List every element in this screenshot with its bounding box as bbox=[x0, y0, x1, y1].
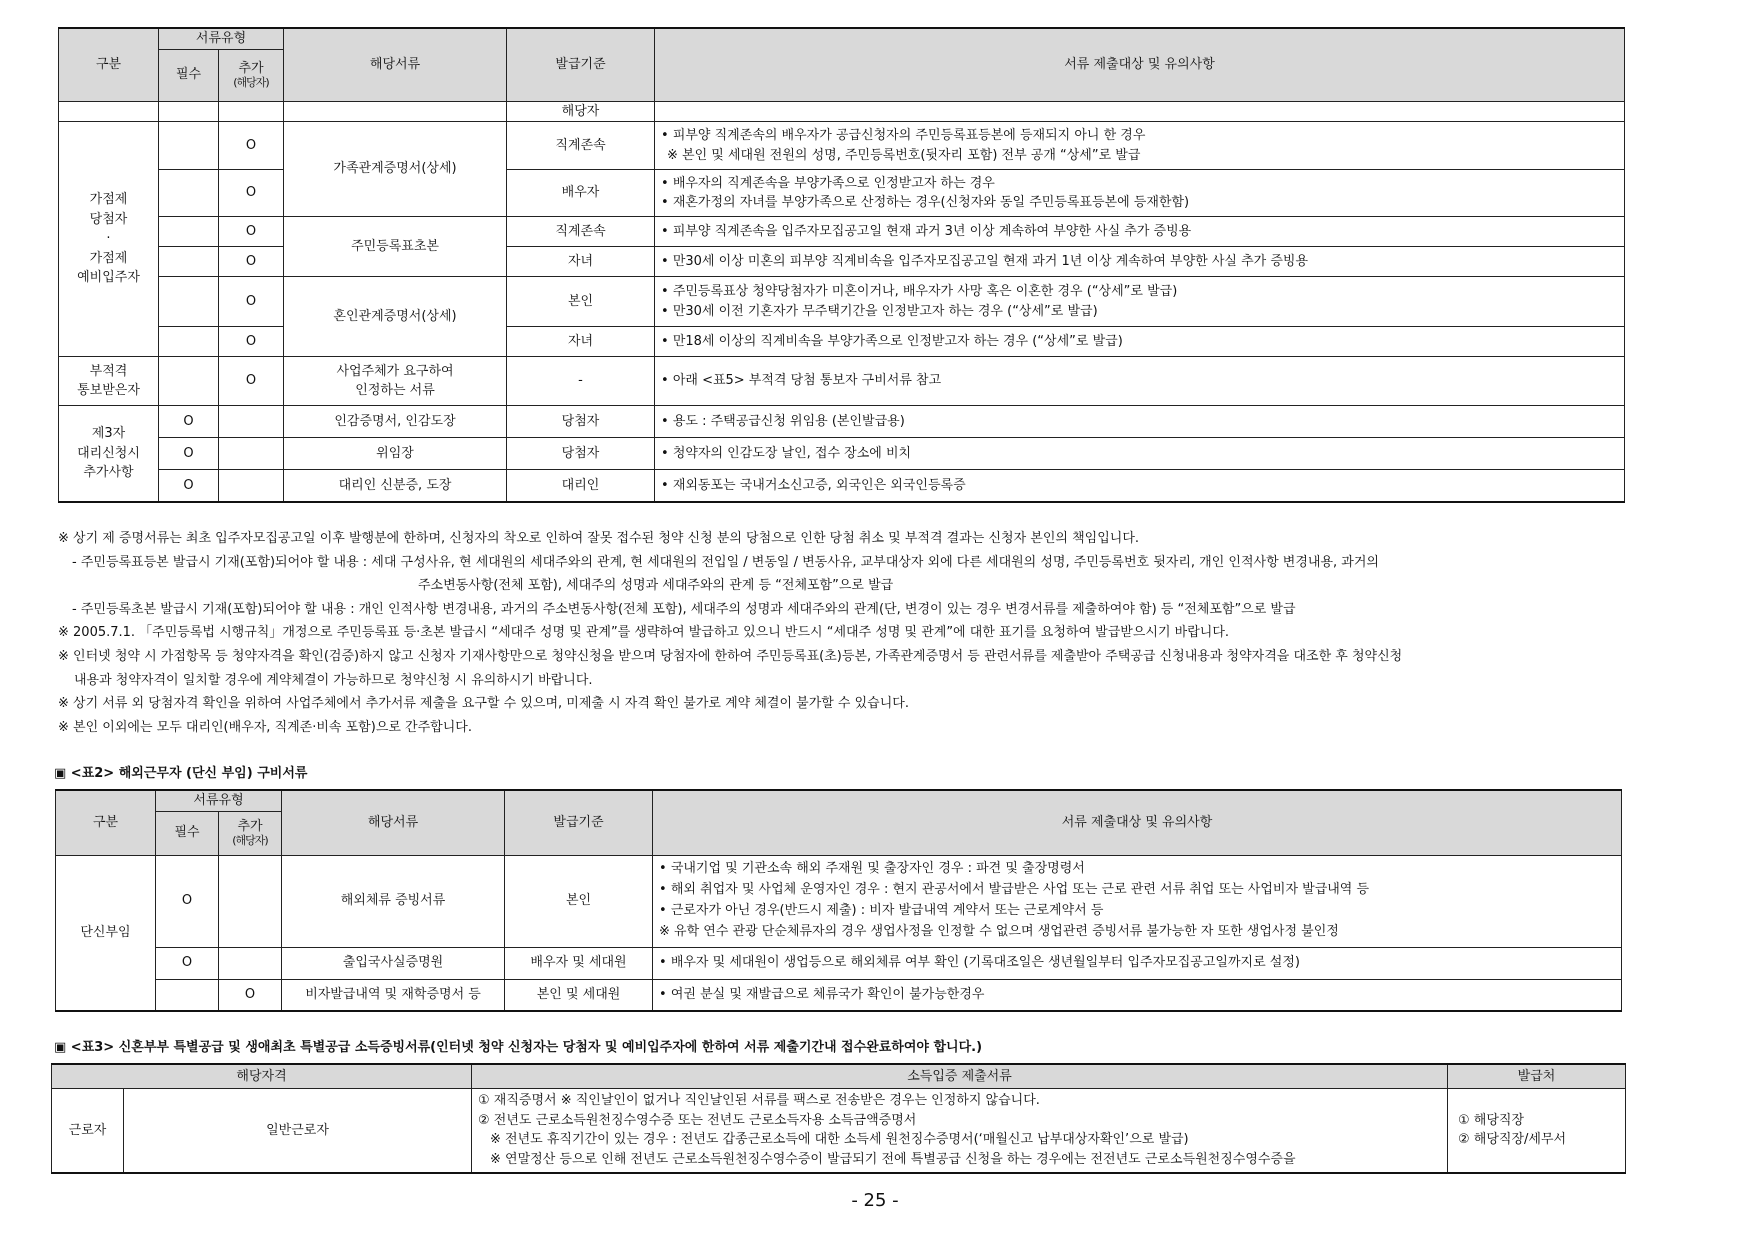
required-mark: O bbox=[159, 470, 219, 502]
note-cell: • 재외동포는 국내거소신고증, 외국인은 외국인등록증 bbox=[655, 470, 1625, 502]
subcategory-cell: 일반근로자 bbox=[124, 1088, 472, 1173]
additional-mark bbox=[219, 855, 282, 947]
ineligible-label: 부적격 통보받은자 bbox=[59, 357, 159, 406]
issue-basis: 배우자 bbox=[507, 170, 655, 217]
document-name: 주민등록표초본 bbox=[284, 217, 507, 277]
header-required: 필수 bbox=[159, 49, 219, 101]
header-notes: 서류 제출대상 및 유의사항 bbox=[653, 790, 1622, 855]
header-additional: 추가 (해당자) bbox=[219, 811, 282, 855]
header-income-docs: 소득입증 제출서류 bbox=[472, 1064, 1448, 1088]
document-name: 비자발급내역 및 재학증명서 등 bbox=[282, 979, 505, 1011]
table2-overseas-documents bbox=[55, 789, 1622, 1012]
note-line: ※ 상기 제 증명서류는 최초 입주자모집공고일 이후 발행분에 한하며, 신청자의 착오로 인하여 잘못 접수된 청약 신청 분의 당첨으로 인한 당첨 취소 및 부적격 결과는 신청자 본인의 책임입니다. bbox=[58, 531, 1140, 546]
page-number: - 25 - bbox=[851, 1190, 899, 1211]
note-line: ※ 상기 서류 외 당첨자격 확인을 위하여 사업주체에서 추가서류 제출을 요구할 수 있으며, 미제출 시 자격 확인 불가로 계약 체결이 불가할 수 있습니다. bbox=[58, 696, 909, 712]
carry-basis: 해당자 bbox=[507, 101, 655, 122]
table-row bbox=[59, 101, 1625, 122]
note-cell: • 배우자의 직계존속을 부양가족으로 인정받고자 하는 경우 • 재혼가정의 자녀를 부양가족으로 산정하는 경우(신청자와 동일 주민등록표등본에 등재한함) bbox=[655, 170, 1625, 217]
note-cell: • 여권 분실 및 재발급으로 체류국가 확인이 불가능한경우 bbox=[653, 979, 1622, 1011]
issue-basis: 본인 및 세대원 bbox=[505, 979, 653, 1011]
table-row bbox=[59, 217, 1625, 247]
document-name: 인감증명서, 인감도장 bbox=[284, 406, 507, 438]
header-category: 구분 bbox=[56, 790, 156, 855]
note-cell: • 청약자의 인감도장 날인, 접수 장소에 비치 bbox=[655, 438, 1625, 470]
table-row bbox=[59, 357, 1625, 406]
table-row bbox=[52, 1088, 1626, 1173]
header-issue-basis: 발급기준 bbox=[505, 790, 653, 855]
required-mark: O bbox=[156, 947, 219, 979]
note-cell: • 피부양 직계존속을 입주자모집공고일 현재 과거 3년 이상 계속하여 부양한 사실 추가 증빙용 bbox=[655, 217, 1625, 247]
note-cell: • 배우자 및 세대원이 생업등으로 해외체류 여부 확인 (기록대조일은 생년월일부터 입주자모집공고일까지로 설정) bbox=[653, 947, 1622, 979]
issue-basis: 당첨자 bbox=[507, 406, 655, 438]
table1-required-documents bbox=[58, 27, 1625, 503]
required-mark: O bbox=[156, 855, 219, 947]
additional-mark: O bbox=[219, 247, 284, 277]
note-cell: • 피부양 직계존속의 배우자가 공급신청자의 주민등록표등본에 등재되지 아니 한 경우 ※ 본인 및 세대원 전원의 성명, 주민등록번호(뒷자리 포함) 전부 공개 “상세”로 발급 bbox=[655, 122, 1625, 170]
header-notes: 서류 제출대상 및 유의사항 bbox=[655, 28, 1625, 101]
table-row bbox=[59, 438, 1625, 470]
header-document: 해당서류 bbox=[282, 790, 505, 855]
issue-basis: - bbox=[507, 357, 655, 406]
note-cell: • 만18세 이상의 직계비속을 부양가족으로 인정받고자 하는 경우 (“상세”로 발급) bbox=[655, 327, 1625, 357]
document-name: 출입국사실증명원 bbox=[282, 947, 505, 979]
note-line: 내용과 청약자격이 일치할 경우에 계약체결이 가능하므로 청약신청 시 유의하시기 바랍니다. bbox=[74, 672, 593, 688]
issue-basis: 직계존속 bbox=[507, 217, 655, 247]
table-row bbox=[59, 122, 1625, 170]
document-name: 위임장 bbox=[284, 438, 507, 470]
required-mark: O bbox=[159, 438, 219, 470]
additional-mark: O bbox=[219, 357, 284, 406]
additional-mark: O bbox=[219, 217, 284, 247]
table3-income-documents bbox=[51, 1063, 1626, 1174]
header-document: 해당서류 bbox=[284, 28, 507, 101]
category-cell: 근로자 bbox=[52, 1088, 124, 1173]
additional-mark: O bbox=[219, 979, 282, 1011]
issue-basis: 자녀 bbox=[507, 327, 655, 357]
additional-mark: O bbox=[219, 170, 284, 217]
table-row bbox=[56, 979, 1622, 1011]
issue-basis: 당첨자 bbox=[507, 438, 655, 470]
issue-basis: 배우자 및 세대원 bbox=[505, 947, 653, 979]
note-cell: • 만30세 이상 미혼의 피부양 직계비속을 입주자모집공고일 현재 과거 1년 이상 계속하여 부양한 사실 추가 증빙용 bbox=[655, 247, 1625, 277]
additional-mark bbox=[219, 947, 282, 979]
category-cell: 단신부임 bbox=[56, 855, 156, 1011]
note-cell: • 국내기업 및 기관소속 해외 주재원 및 출장자인 경우 : 파견 및 출장명령서 • 해외 취업자 및 사업체 운영자인 경우 : 현지 관공서에서 발급받은 사업 또는 근로 관련 서류 취업 또는 사업비자 발급내역 등 • 근로자가 아닌 경우(반드시 제출) : 비자 발급내역 계약서 또는 근로계약서 등 ※ 유학 연수 관광 단순체류자의 경우 생업사정을 인정할 수 없으며 생업관련 증빙서류 불가능한 자 또한 생업사정 불인정 bbox=[653, 855, 1622, 947]
issue-basis: 본인 bbox=[505, 855, 653, 947]
required-mark bbox=[156, 979, 219, 1011]
note-line: - 주민등록초본 발급시 기재(포함)되어야 할 내용 : 개인 인적사항 변경내용, 과거의 주소변동사항(전체 포함), 세대주의 성명과 세대주와의 관계(단, 변경이 있는 경우 변경서류를 제출하여야 함) 등 “전체포함”으로 발급 bbox=[72, 601, 1296, 617]
notes-block bbox=[58, 527, 1618, 739]
document-name: 해외체류 증빙서류 bbox=[282, 855, 505, 947]
note-cell: • 아래 <표5> 부적격 당첨 통보자 구비서류 참고 bbox=[655, 357, 1625, 406]
issue-basis: 자녀 bbox=[507, 247, 655, 277]
document-name: 대리인 신분증, 도장 bbox=[284, 470, 507, 502]
required-mark: O bbox=[159, 406, 219, 438]
additional-mark: O bbox=[219, 327, 284, 357]
document-name: 혼인관계증명서(상세) bbox=[284, 277, 507, 357]
header-doc-type: 서류유형 bbox=[156, 790, 282, 811]
issue-basis: 본인 bbox=[507, 277, 655, 327]
table-row bbox=[59, 277, 1625, 327]
note-cell: • 주민등록표상 청약당첨자가 미혼이거나, 배우자가 사망 혹은 이혼한 경우 (“상세”로 발급) • 만30세 이전 기혼자가 무주택기간을 인정받고자 하는 경우 (“상세”로 발급) bbox=[655, 277, 1625, 327]
header-required: 필수 bbox=[156, 811, 219, 855]
document-name: 가족관계증명서(상세) bbox=[284, 122, 507, 217]
header-doc-type: 서류유형 bbox=[159, 28, 284, 49]
note-line: - 주민등록표등본 발급시 기재(포함)되어야 할 내용 : 세대 구성사유, 현 세대원의 세대주와의 관계, 현 세대원의 전입일 / 변동일 / 변동사유, 교부대상자 외에 다른 세대원의 성명, 주민등록번호 뒷자리, 개인 인적사항 변경내용, 과거의 bbox=[72, 554, 1379, 570]
header-category: 구분 bbox=[59, 28, 159, 101]
issue-basis: 직계존속 bbox=[507, 122, 655, 170]
table-row bbox=[59, 406, 1625, 438]
issue-basis: 대리인 bbox=[507, 470, 655, 502]
note-line: ※ 본인 이외에는 모두 대리인(배우자, 직계존·비속 포함)으로 간주합니다. bbox=[58, 719, 472, 735]
table-row bbox=[59, 470, 1625, 502]
table-row bbox=[56, 947, 1622, 979]
table-row bbox=[56, 855, 1622, 947]
header-additional: 추가 (해당자) bbox=[219, 49, 284, 101]
group1-label: 가점제 당첨자 · 가점제 예비입주자 bbox=[59, 122, 159, 357]
additional-mark: O bbox=[219, 122, 284, 170]
header-issue-basis: 발급기준 bbox=[507, 28, 655, 101]
note-line: ※ 인터넷 청약 시 가점항목 등 청약자격을 확인(검증)하지 않고 신청자 기재사항만으로 청약신청을 받으며 당첨자에 한하여 주민등록표(초)등본, 가족관계증명서 등 관련서류를 제출받아 주택공급 신청내용과 청약자격을 대조한 후 청약신청 bbox=[58, 648, 1403, 664]
additional-mark: O bbox=[219, 277, 284, 327]
proxy-label: 제3자 대리신청시 추가사항 bbox=[59, 406, 159, 502]
table3-title: ▣ <표3> 신혼부부 특별공급 및 생애최초 특별공급 소득증빙서류(인터넷 청약 신청자는 당첨자 및 예비입주자에 한하여 서류 제출기간내 접수완료하여야 합니다.) bbox=[54, 1040, 983, 1055]
header-issuer: 발급처 bbox=[1448, 1064, 1626, 1088]
issuer-cell: ① 해당직장 ② 해당직장/세무서 bbox=[1448, 1088, 1626, 1173]
note-cell: ① 재직증명서 ※ 직인날인이 없거나 직인날인된 서류를 팩스로 전송받은 경우는 인정하지 않습니다. ② 전년도 근로소득원천징수영수증 또는 전년도 근로소득자용 소득금액증명서 ※ 전년도 휴직기간이 있는 경우 : 전년도 갑종근로소득에 대한 소득세 원천징수증명서(‘매월신고 납부대상자확인’으로 발급) ※ 연말정산 등으로 인해 전년도 근로소득원천징수영수증이 발급되기 전에 특별공급 신청을 하는 경우에는 전전년도 근로소득원천징수영수증을 bbox=[472, 1088, 1448, 1173]
document-name: 사업주체가 요구하여 인정하는 서류 bbox=[284, 357, 507, 406]
note-line: ※ 2005.7.1. 「주민등록법 시행규칙」개정으로 주민등록표 등·초본 발급시 “세대주 성명 및 관계”를 생략하여 발급하고 있으니 반드시 “세대주 성명 및 관계”에 대한 표기를 요청하여 발급받으시기 바랍니다. bbox=[58, 625, 1230, 641]
header-eligibility: 해당자격 bbox=[52, 1064, 472, 1088]
table2-title: ▣ <표2> 해외근무자 (단신 부임) 구비서류 bbox=[54, 766, 308, 781]
note-cell: • 용도 : 주택공급신청 위임용 (본인발급용) bbox=[655, 406, 1625, 438]
note-line: 주소변동사항(전체 포함), 세대주의 성명과 세대주와의 관계 등 “전체포함”으로 발급 bbox=[418, 578, 894, 594]
